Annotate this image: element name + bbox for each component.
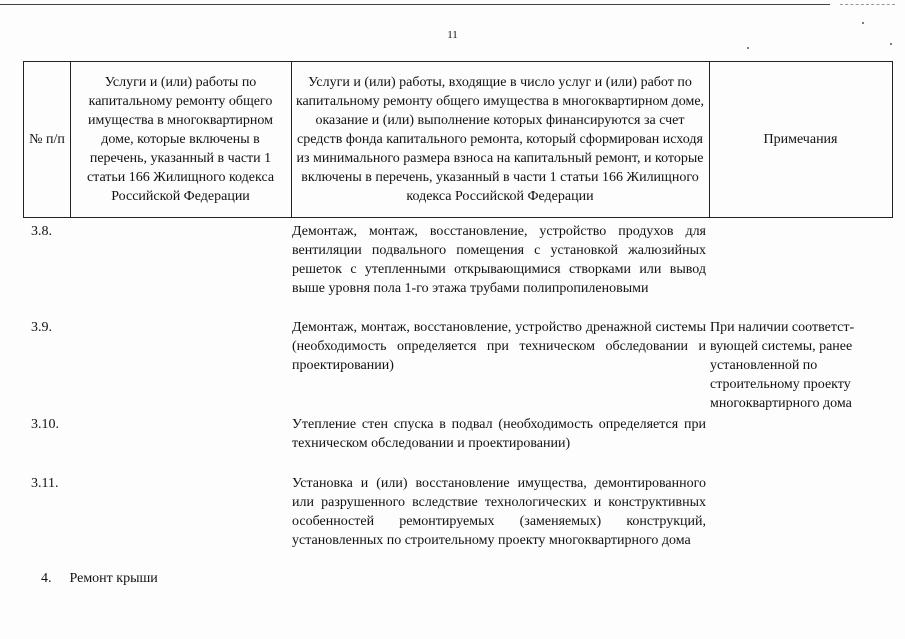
- page-number: 11: [447, 29, 458, 41]
- row-number: 3.9.: [31, 320, 52, 335]
- header-col-notes: Примечания: [763, 132, 838, 147]
- scan-speck: [747, 47, 749, 49]
- section-label: Ремонт крыши: [69, 571, 158, 586]
- section-number: 4.: [41, 571, 52, 586]
- top-border-line: [0, 4, 830, 5]
- scan-speck: [890, 43, 892, 45]
- header-col-funded-services: Услуги и (или) работы, входящие в число услуг и (или) работ по капитальному ремонту общего имущества в многоквартирном доме, оказание и (или) выполнение которых финансируются за счет средств фонда капитального ремонта, который сформирован исходя из минимального размера взноса на капитальный ремонт, и которые включены в перечень, указанный в части 1 статьи 166 Жилищного кодекса Российской Федерации: [295, 75, 705, 204]
- row-note: При наличии соответст-вующей системы, ранее установленной по строительному проекту многоквартирного дома: [710, 320, 855, 411]
- header-col-services: Услуги и (или) работы по капитальному ремонту общего имущества в многоквартирном доме, которые включены в перечень, указанный в части 1 статьи 166 Жилищного кодекса Российской Федерации: [86, 75, 275, 204]
- row-number: 3.8.: [31, 224, 52, 239]
- row-description: Установка и (или) восстановление имущества, демонтированного или разрушенного вследствие технологических и конструктивных особенностей ремонтируемых (заменяемых) конструкций, установленных по строительному проекту многоквартирного дома: [292, 476, 706, 548]
- row-number: 3.11.: [31, 476, 59, 491]
- row-number: 3.10.: [31, 417, 59, 432]
- header-col-number: № п/п: [29, 132, 65, 147]
- scan-speck: [862, 22, 864, 24]
- row-description: Демонтаж, монтаж, восстановление, устройство дренажной системы (необходимость определяется при техническом обследовании и проектировании): [292, 320, 706, 373]
- top-border-line-faint: [840, 4, 895, 5]
- section-heading: [41, 569, 158, 588]
- row-description: Утепление стен спуска в подвал (необходимость определяется при техническом обследовании и проектировании): [292, 417, 706, 451]
- row-description: Демонтаж, монтаж, восстановление, устройство продухов для вентиляции подвального помещения с установкой жалюзийных решеток с утепленными открывающимися створками или вывод выше уровня пола 1-го этажа трубами полипропиленовыми: [292, 224, 706, 296]
- table-header: [23, 61, 893, 218]
